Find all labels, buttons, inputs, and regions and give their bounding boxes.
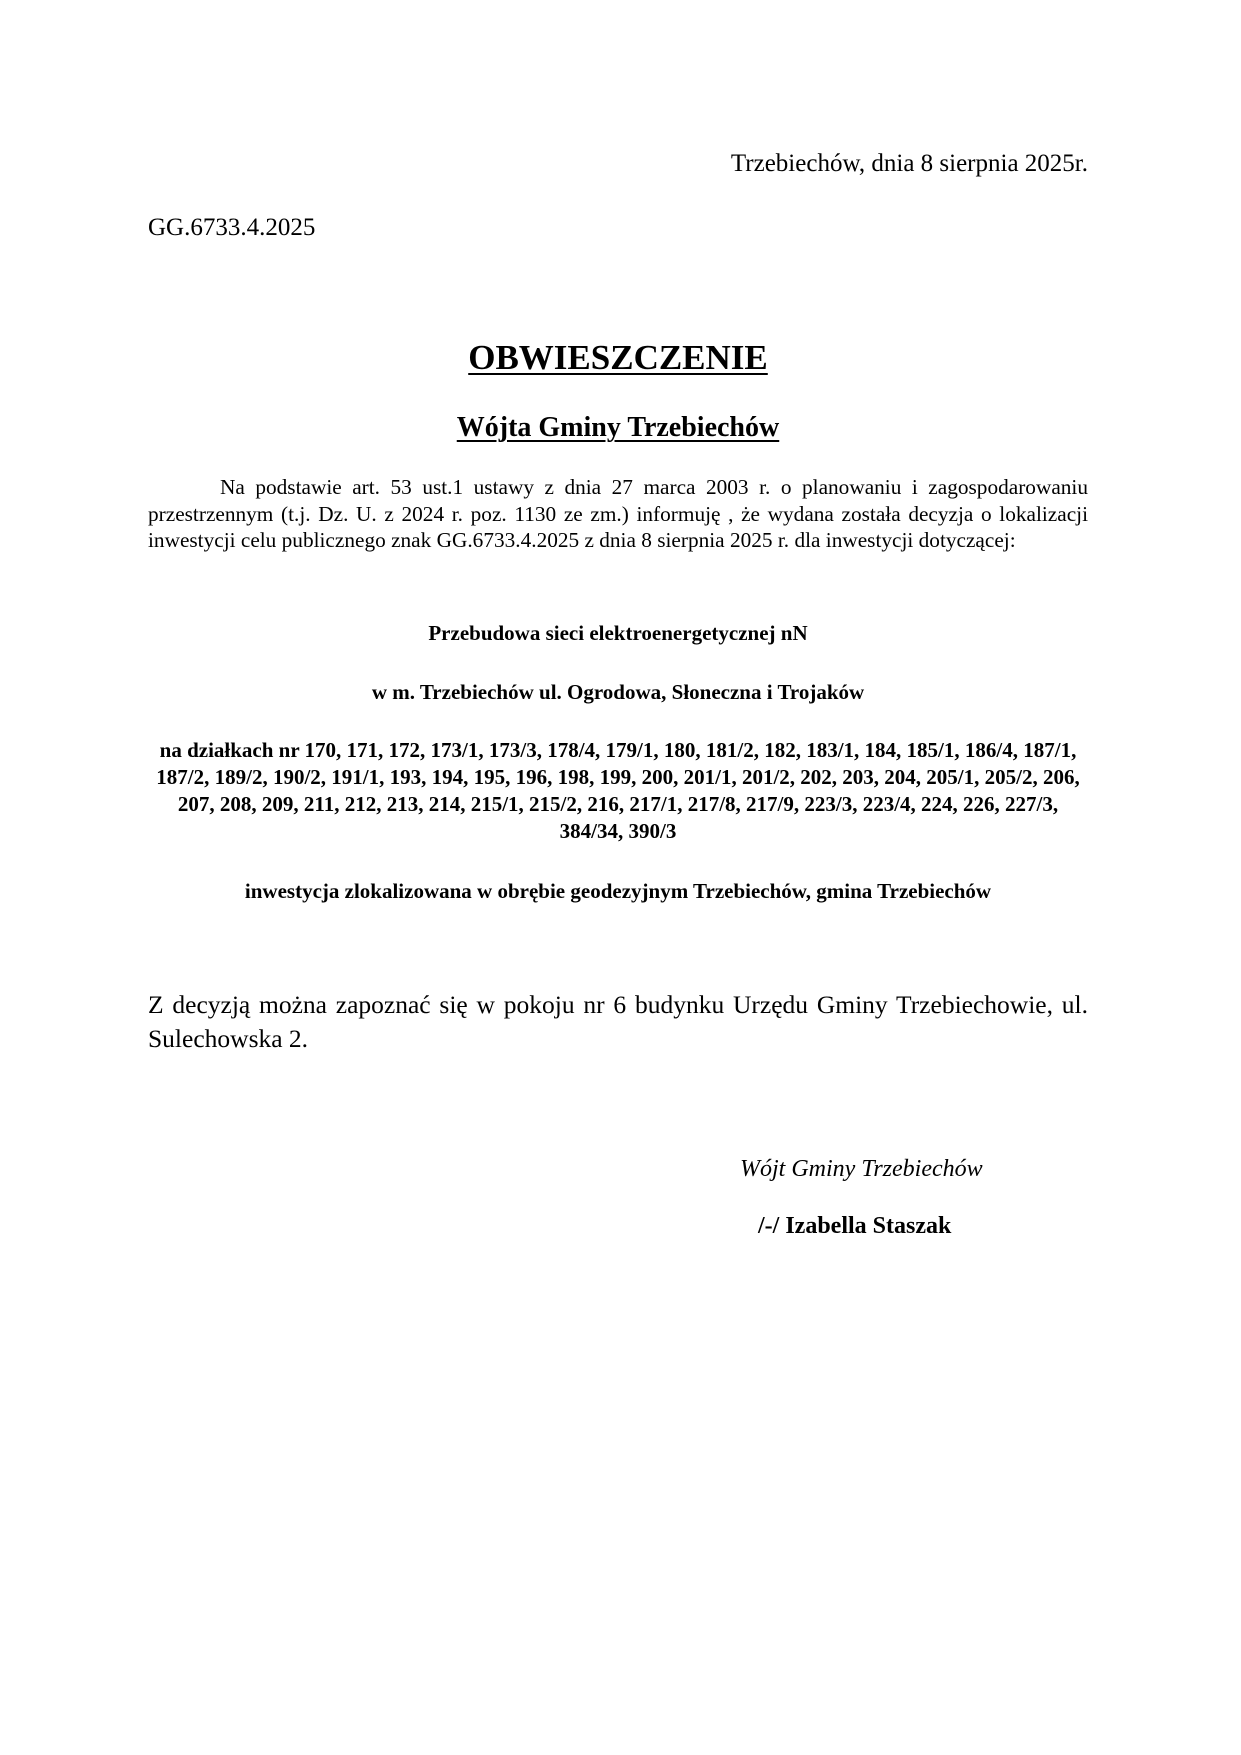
document-subtitle: Wójta Gminy Trzebiechów <box>456 412 780 443</box>
document-title: OBWIESZCZENIE <box>468 338 768 377</box>
investment-area: inwestycja zlokalizowana w obrębie geodezyjnym Trzebiechów, gmina Trzebiechów <box>244 879 992 903</box>
signature-name: /-/ Izabella Staszak <box>758 1213 952 1239</box>
signature-role: Wójt Gminy Trzebiechów <box>740 1156 983 1182</box>
info-paragraph: Z decyzją można zapoznać się w pokoju nr 6 budynku Urzędu Gminy Trzebiechowie, ul. Sulechowska 2. <box>148 990 1088 1053</box>
reference-number: GG.6733.4.2025 <box>148 214 316 241</box>
investment-plots: na działkach nr 170, 171, 172, 173/1, 173/3, 178/4, 179/1, 180, 181/2, 182, 183/1, 184, 185/1, 186/4, 187/1, 187/2, 189/2, 190/2, 191/1, 193, 194, 195, 196, 198, 199, 200, 201/1, 201/2, 202, 203, 204, 205/1, 205/2, 206, 207, 208, 209, 211, 212, 213, 214, 215/1, 215/2, 216, 217/1, 217/8, 217/9, 223/3, 223/4, 224, 226, 227/3, 384/34, 390/3 <box>156 738 1080 843</box>
investment-location: w m. Trzebiechów ul. Ogrodowa, Słoneczna i Trojaków <box>371 680 865 704</box>
investment-title: Przebudowa sieci elektroenergetycznej nN <box>428 621 808 645</box>
place-date: Trzebiechów, dnia 8 sierpnia 2025r. <box>730 150 1088 177</box>
intro-paragraph: Na podstawie art. 53 ust.1 ustawy z dnia 27 marca 2003 r. o planowaniu i zagospodarowaniu przestrzennym (t.j. Dz. U. z 2024 r. poz. 1130 ze zm.) informuję , że wydana została decyzja o lokalizacji inwestycji celu publicznego znak GG.6733.4.2025 z dnia 8 sierpnia 2025 r. dla inwestycji dotyczącej: <box>148 475 1088 552</box>
